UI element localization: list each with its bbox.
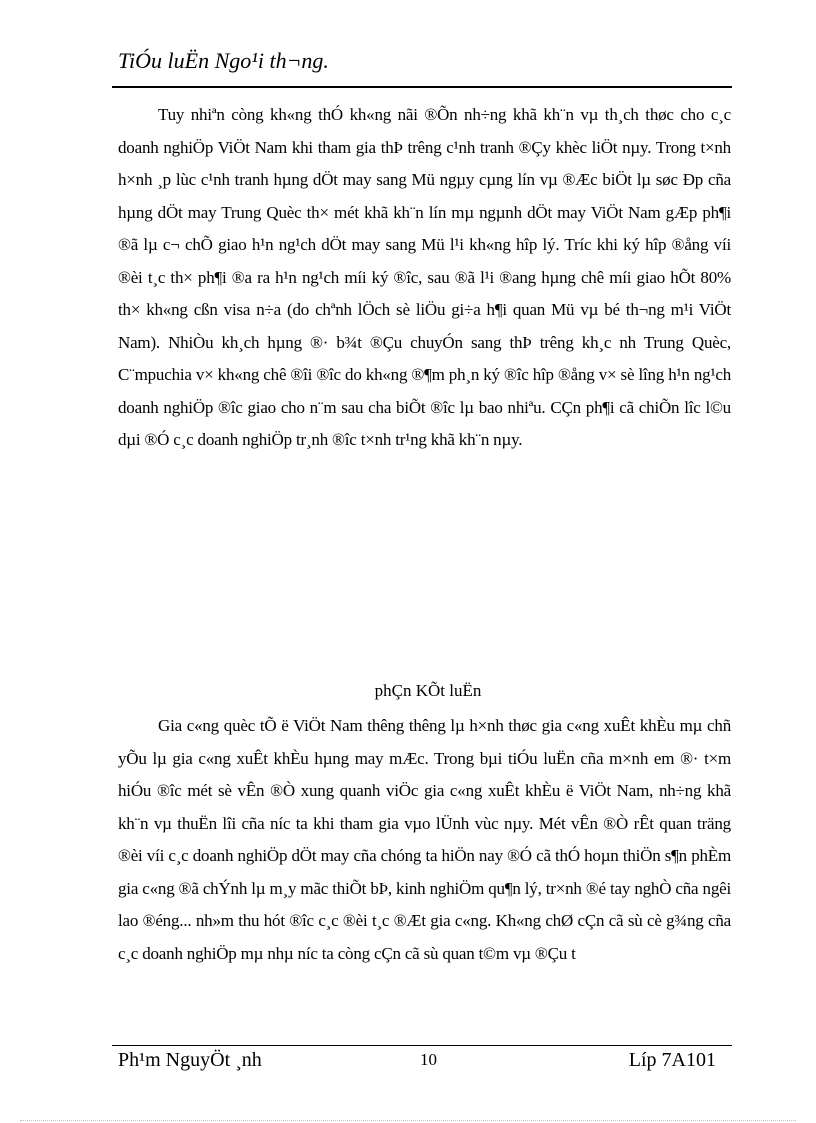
document-header-title: TiÓu luËn Ngo¹i th¬ng.	[118, 48, 329, 73]
body-paragraph-2: Gia c«ng quèc tÕ ë ViÖt Nam thêng thêng lµ h×nh thøc gia c«ng xuÊt khÈu mµ chñ yÕu lµ gia c«ng xuÊt khÈu hµng may mÆc. Trong bµi tiÓu luËn cña m×nh em ®· t×m hiÓu ®îc mét sè vÊn ®Ò xung quanh viÖc gia c«ng xuÊt khÈu ë ViÖt Nam, nh÷ng khã kh¨n vµ thuËn lîi cña níc ta khi tham gia vµo lÜnh vùc nµy. Mét vÊn ®Ò rÊt quan träng ®èi víi c¸c doanh nghiÖp dÖt may cña chóng ta hiÖn nay ®Ó cã thÓ hoµn thiÖn s¶n phÈm gia c«ng ®ã chÝnh lµ m¸y mãc thiÕt bÞ, kinh nghiÖm qu¶n lý, tr×nh ®é tay nghÒ cña ngêi lao ®éng... nh»m thu hót ®îc c¸c ®èi t¸c ®Æt gia c«ng. Kh«ng chØ cÇn cã sù cè g¾ng cña c¸c doanh nghiÖp mµ nhµ níc ta còng cÇn cã sù quan t©m vµ ®Çu t	[118, 716, 731, 963]
header-divider	[112, 86, 732, 88]
page-edge-divider	[20, 1120, 796, 1121]
footer-class: Líp 7A101	[628, 1049, 716, 1071]
footer-author: Ph¹m NguyÖt ¸nh	[118, 1049, 262, 1071]
body-paragraph-1: Tuy nhiªn còng kh«ng thÓ kh«ng nãi ®Õn nh÷ng khã kh¨n vµ th¸ch thøc cho c¸c doanh nghiÖp ViÖt Nam khi tham gia thÞ trêng c¹nh tranh ®Çy khèc liÖt nµy. Trong t×nh h×nh ¸p lùc c¹nh tranh hµng dÖt may sang Mü ngµy cµng lín vµ ®Æc biÖt lµ søc Ðp cña hµng dÖt may Trung Quèc th× mét khã kh¨n lín mµ ngµnh dÖt may ViÖt Nam gÆp ph¶i ®ã lµ c¬ chÕ giao h¹n ng¹ch dÖt may sang Mü l¹i kh«ng hîp lý. Tríc khi ký hîp ®ång víi ®èi t¸c th× ph¶i ®a ra h¹n ng¹ch míi ký ®îc, sau ®ã l¹i ®ang hµng chê míi giao hÕt 80% th× kh«ng cßn visa n÷a (do chªnh lÖch sè liÖu gi÷a h¶i quan Mü vµ bé th¬ng m¹i ViÖt Nam). NhiÒu kh¸ch hµng ®· b¾t ®Çu chuyÓn sang thÞ trêng kh¸c nh Trung Quèc, C¨mpuchia v× kh«ng chê ®îi ®îc do kh«ng ®¶m ph¸n ký ®îc hîp ®ång v× sè lîng h¹n ng¹ch doanh nghiÖp ®îc giao cho n¨m sau cha biÕt ®îc lµ bao nhiªu. CÇn ph¶i cã chiÕn lîc l©u dµi ®Ó c¸c doanh nghiÖp tr¸nh ®îc t×nh tr¹ng khã kh¨n nµy.	[118, 105, 731, 449]
page-number: 10	[420, 1050, 437, 1069]
section-heading: phÇn KÕt luËn	[374, 681, 482, 700]
footer-divider	[112, 1045, 732, 1046]
